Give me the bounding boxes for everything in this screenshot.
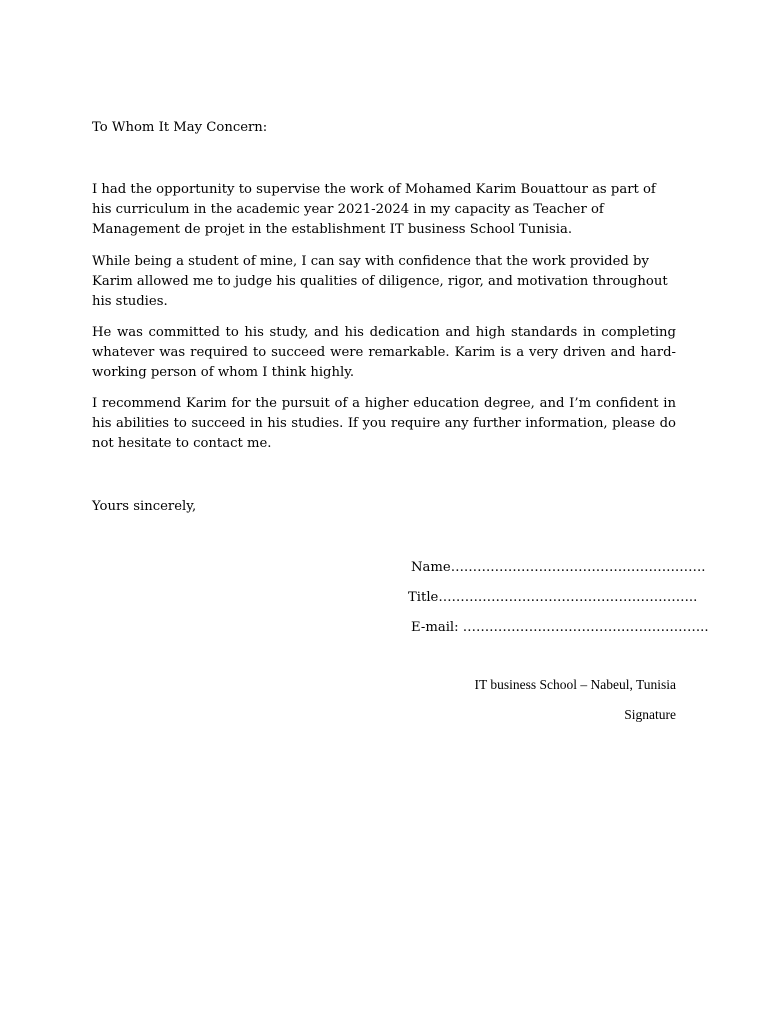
school-name: IT business School – Nabeul, Tunisia (474, 677, 676, 692)
closing: Yours sincerely, (92, 499, 197, 514)
signature-email-field: E-mail: ……………………………………………….. (411, 620, 709, 635)
salutation: To Whom It May Concern: (92, 120, 268, 135)
signature-label: Signature (624, 707, 676, 722)
paragraph-recommendation: I recommend Karim for the pursuit of a higher education degree, and I’m confident in his abilities to succeed in his studies. If you require any further information, please do not hesitate to contact me. (92, 396, 676, 451)
signature-name-field: Name…………………………………………………. (411, 560, 706, 575)
paragraph-qualities: While being a student of mine, I can say with confidence that the work provided by Karim allowed me to judge his qualities of diligence, rigor, and motivation throughout his studies. (92, 254, 668, 309)
paragraph-supervision: I had the opportunity to supervise the work of Mohamed Karim Bouattour as part of his curriculum in the academic year 2021-2024 in my capacity as Teacher of Management de projet in the establishment IT business School Tunisia. (92, 182, 656, 237)
paragraph-commitment: He was committed to his study, and his dedication and high standards in completing whatever was required to succeed were remarkable. Karim is a very driven and hard-working person of whom I think highly. (92, 325, 676, 380)
signature-title-field: Title………………………………………………….. (408, 590, 698, 605)
